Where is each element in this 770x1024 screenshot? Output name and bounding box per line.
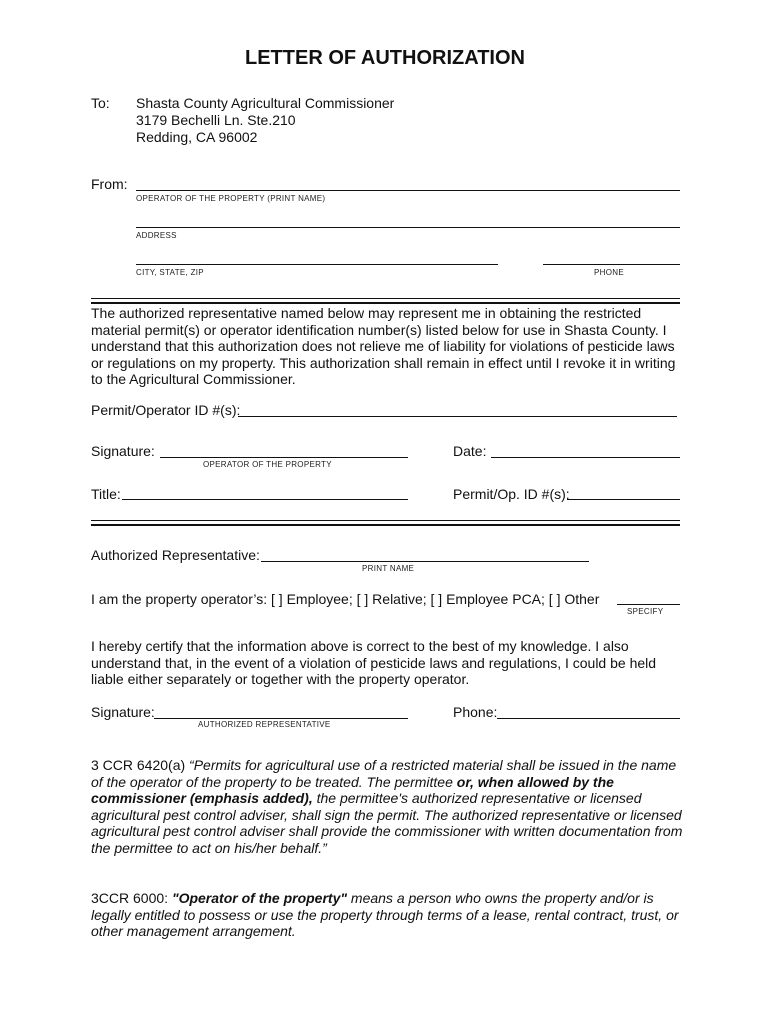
operator-signature-line[interactable] bbox=[160, 457, 408, 458]
to-line-3: Redding, CA 96002 bbox=[136, 129, 258, 145]
auth-rep-caption: AUTHORIZED REPRESENTATIVE bbox=[198, 720, 331, 729]
document-title: LETTER OF AUTHORIZATION bbox=[245, 47, 525, 69]
permit-ids-label: Permit/Operator ID #(s): bbox=[91, 402, 241, 418]
ccr-6000-text: means a person who owns the property and/or is legally entitled to possess or use the property through terms of a lease, rental contract, trust, or other management arrangement. bbox=[91, 890, 679, 939]
other-specify-line[interactable] bbox=[617, 604, 680, 605]
address-caption: ADDRESS bbox=[136, 231, 177, 240]
relationship-text: I am the property operator’s: [ ] Employee; [ ] Relative; [ ] Employee PCA; [ ] Other bbox=[91, 591, 600, 607]
to-line-2: 3179 Bechelli Ln. Ste.210 bbox=[136, 112, 296, 128]
permit-op-label: Permit/Op. ID #(s): bbox=[453, 486, 570, 502]
date-line[interactable] bbox=[491, 457, 680, 458]
rep-phone-line[interactable] bbox=[497, 718, 680, 719]
divider-1 bbox=[91, 298, 680, 304]
signature-label: Signature: bbox=[91, 443, 155, 459]
ccr-6420-emphasis: or, when allowed by the commissioner (emphasis added), bbox=[91, 773, 614, 806]
title-line[interactable] bbox=[122, 499, 408, 500]
to-label: To: bbox=[91, 95, 110, 111]
title-label: Title: bbox=[91, 486, 121, 502]
operator-name-caption: OPERATOR OF THE PROPERTY (PRINT NAME) bbox=[136, 194, 326, 203]
date-label: Date: bbox=[453, 443, 487, 459]
print-name-caption: PRINT NAME bbox=[362, 564, 415, 573]
ccr-6000-term: "Operator of the property" bbox=[171, 890, 348, 906]
to-line-1: Shasta County Agricultural Commissioner bbox=[136, 95, 395, 111]
rep-signature-line[interactable] bbox=[154, 718, 408, 719]
authorization-paragraph: The authorized representative named below may represent me in obtaining the restricted material permit(s) or operator identification number(s) listed below for use in Shasta County. I understand that this authorization does not relieve me of liability for violations of pesticide laws or regulations on my property. This authorization shall remain in effect until I revoke it in writing to the Agricultural Commissioner. bbox=[91, 305, 676, 387]
certify-paragraph: I hereby certify that the information above is correct to the best of my knowledge. I also understand that, in the event of a violation of pesticide laws and regulations, I could be held liable either separately or together with the property operator. bbox=[91, 638, 657, 687]
auth-rep-label: Authorized Representative: bbox=[91, 547, 260, 563]
ccr-6420-citation bbox=[91, 757, 683, 856]
phone-label: Phone: bbox=[453, 704, 498, 720]
ccr-6420-prefix: 3 CCR 6420(a) bbox=[91, 757, 190, 773]
permit-ids-line[interactable] bbox=[238, 416, 677, 417]
ccr-6420-text-1: “Permits for agricultural use of a restricted material shall be issued in the name of the operator of the property to be treated. The permittee bbox=[91, 757, 677, 790]
divider-2 bbox=[91, 520, 680, 526]
permit-op-line[interactable] bbox=[567, 499, 680, 500]
specify-caption: SPECIFY bbox=[627, 607, 664, 616]
from-label: From: bbox=[91, 176, 128, 192]
rep-signature-label: Signature: bbox=[91, 704, 155, 720]
auth-rep-name-line[interactable] bbox=[261, 561, 589, 562]
operator-name-line[interactable] bbox=[136, 190, 680, 191]
operator-caption: OPERATOR OF THE PROPERTY bbox=[203, 460, 332, 469]
ccr-6000-prefix: 3CCR 6000: bbox=[91, 890, 172, 906]
ccr-6000-citation bbox=[91, 890, 683, 940]
city-state-zip-line[interactable] bbox=[136, 264, 498, 265]
city-state-zip-caption: CITY, STATE, ZIP bbox=[136, 268, 204, 277]
phone-line[interactable] bbox=[543, 264, 680, 265]
ccr-6420-text-2: the permittee's authorized representative or licensed agricultural pest control adviser, shall sign the permit. The authorized representative or licensed agricultural pest control adviser shall provide the commissioner with written documentation from the permittee to act on his/her behalf.” bbox=[91, 790, 683, 856]
address-line[interactable] bbox=[136, 227, 680, 228]
phone-caption: PHONE bbox=[594, 268, 624, 277]
